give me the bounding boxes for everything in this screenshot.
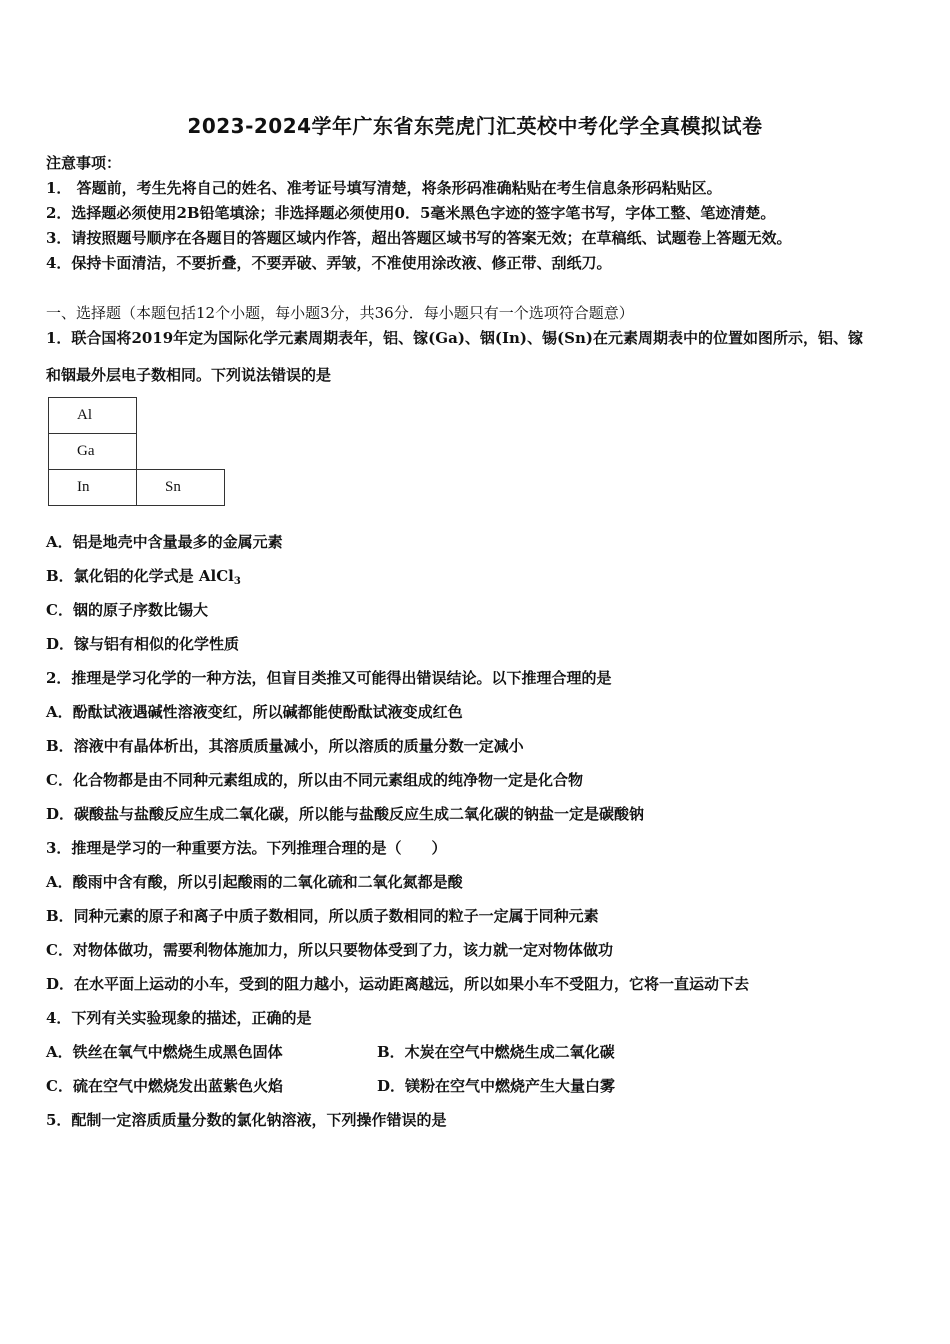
- q2-stem: 2．推理是学习化学的一种方法，但盲目类推又可能得出错误结论。以下推理合理的是: [46, 669, 612, 687]
- section-heading: 一、选择题（本题包括12个小题，每小题3分，共36分．每小题只有一个选项符合题意）: [46, 304, 634, 322]
- q1-option-b: [46, 565, 241, 587]
- notes-heading: 注意事项：: [46, 154, 122, 172]
- q3-option-b: B．同种元素的原子和离子中质子数相同，所以质子数相同的粒子一定属于同种元素: [46, 907, 599, 925]
- q4-option-b: B．木炭在空气中燃烧生成二氧化碳: [377, 1043, 615, 1061]
- q4-option-d: D．镁粉在空气中燃烧产生大量白雾: [377, 1077, 616, 1095]
- q1-option-b-text: B．氯化铝的化学式是 AlCl: [46, 567, 234, 585]
- cell-ga: Ga: [49, 434, 137, 470]
- q1-stem-line1: 1．联合国将2019年定为国际化学元素周期表年，铝、镓(Ga)、铟(In)、锡(Sn)在元素周期表中的位置如图所示，铝、镓: [46, 329, 863, 347]
- q1-option-d: D．镓与铝有相似的化学性质: [46, 635, 240, 653]
- cell-empty: [137, 434, 225, 470]
- cell-al: Al: [49, 398, 137, 434]
- q2-option-c: C．化合物都是由不同种元素组成的，所以由不同元素组成的纯净物一定是化合物: [46, 771, 583, 789]
- q4-option-a: A．铁丝在氧气中燃烧生成黑色固体: [46, 1043, 283, 1061]
- q3-option-d: D．在水平面上运动的小车，受到的阻力越小，运动距离越远，所以如果小车不受阻力，它将一直运动下去: [46, 975, 750, 993]
- q3-option-c: C．对物体做功，需要利物体施加力，所以只要物体受到了力，该力就一定对物体做功: [46, 941, 613, 959]
- q2-option-d: D．碳酸盐与盐酸反应生成二氧化碳，所以能与盐酸反应生成二氧化碳的钠盐一定是碳酸钠: [46, 805, 645, 823]
- cell-sn: Sn: [137, 470, 225, 506]
- q4-option-c: C．硫在空气中燃烧发出蓝紫色火焰: [46, 1077, 283, 1095]
- notes-item-3: 3．请按照题号顺序在各题目的答题区域内作答，超出答题区域书写的答案无效；在草稿纸、试题卷上答题无效。: [46, 229, 792, 247]
- q3-option-a: A．酸雨中含有酸，所以引起酸雨的二氧化硫和二氧化氮都是酸: [46, 873, 463, 891]
- periodic-table-fragment: [48, 397, 225, 506]
- notes-item-1: 1． 答题前，考生先将自己的姓名、准考证号填写清楚，将条形码准确粘贴在考生信息条形码粘贴区。: [46, 179, 722, 197]
- page-title: 2023-2024学年广东省东莞虎门汇英校中考化学全真模拟试卷: [187, 114, 763, 138]
- q2-option-b: B．溶液中有晶体析出，其溶质质量减小，所以溶质的质量分数一定减小: [46, 737, 524, 755]
- q5-stem: 5．配制一定溶质质量分数的氯化钠溶液，下列操作错误的是: [46, 1111, 447, 1129]
- notes-item-2: 2．选择题必须使用2B铅笔填涂；非选择题必须使用0．5毫米黑色字迹的签字笔书写，字体工整、笔迹清楚。: [46, 204, 776, 222]
- q1-stem-line2: 和铟最外层电子数相同。下列说法错误的是: [46, 366, 332, 384]
- cell-empty: [137, 398, 225, 434]
- notes-item-4: 4．保持卡面清洁，不要折叠，不要弄破、弄皱，不准使用涂改液、修正带、刮纸刀。: [46, 254, 612, 272]
- cell-in: In: [49, 470, 137, 506]
- q2-option-a: A．酚酞试液遇碱性溶液变红，所以碱都能使酚酞试液变成红色: [46, 703, 463, 721]
- q3-stem: 3．推理是学习的一种重要方法。下列推理合理的是（ ）: [46, 839, 447, 857]
- q1-option-c: C．铟的原子序数比锡大: [46, 601, 208, 619]
- q1-option-a: A．铝是地壳中含量最多的金属元素: [46, 533, 283, 551]
- q4-stem: 4．下列有关实验现象的描述，正确的是: [46, 1009, 312, 1027]
- q1-option-b-subscript: 3: [233, 576, 241, 587]
